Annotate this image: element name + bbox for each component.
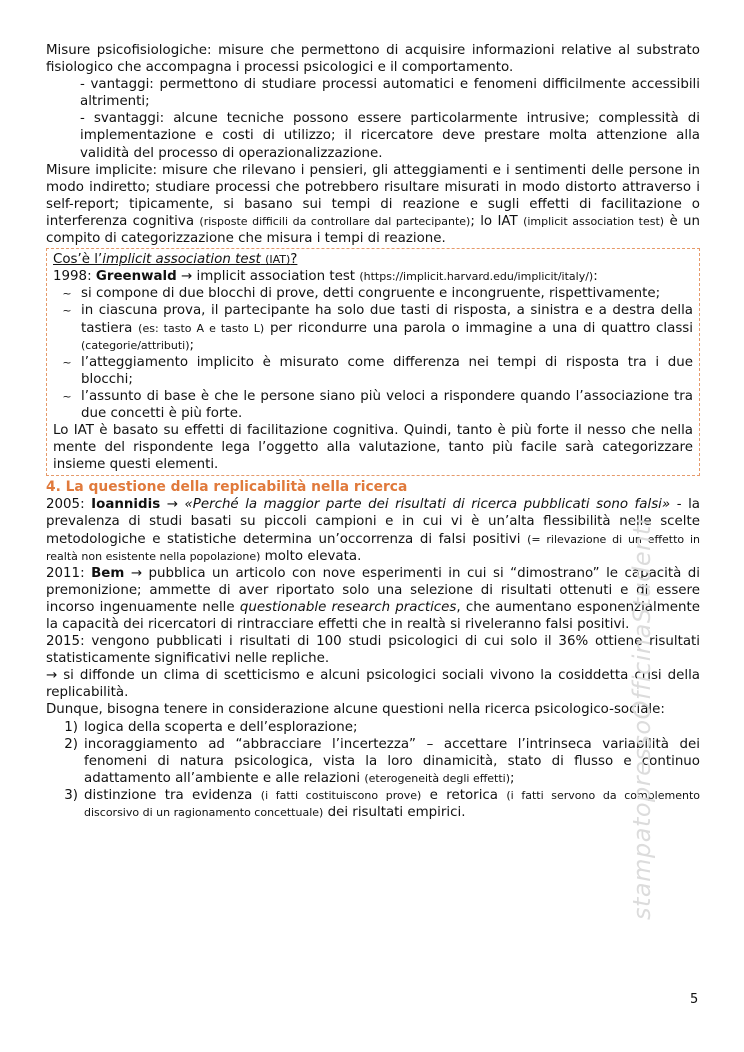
paragraph-svantaggi: - svantaggi: alcune tecniche possono essere particolarmente intrusive; complessità di implementazione e costi di utilizzo; il ricercatore deve prestare molta attenzione alla validità del processo di operazionalizzazione. — [80, 111, 700, 161]
bullet-note: (es: tasto A e tasto L) — [138, 321, 265, 335]
greenwald-line — [53, 268, 693, 285]
list-mid: e retorica — [429, 787, 498, 803]
arrow-icon: → — [130, 565, 143, 581]
year: 2011: — [46, 565, 85, 581]
paragraph-bem — [46, 565, 700, 633]
box-closing: Lo IAT è basato su effetti di facilitazione cognitiva. Quindi, tanto è più forte il nesso che nella mente del rispondente lega l’oggetto alla valutazione, tanto più facile sarà categorizzare insieme questi elementi. — [53, 423, 693, 473]
paragraph-vantaggi: - vantaggi: permettono di studiare processi automatici e fenomeni difficilmente accessibili altrimenti; — [80, 77, 700, 110]
line-end: : — [593, 269, 598, 285]
year: 1998: — [53, 269, 92, 285]
iat-url: (https://implicit.harvard.edu/implicit/italy/) — [359, 270, 594, 284]
list-text: logica della scoperta e dell’esplorazione; — [84, 719, 358, 735]
implicite-mid: ; lo IAT — [470, 213, 518, 229]
list-number: 1) — [64, 719, 78, 735]
list-text — [84, 787, 700, 821]
bullet-text: si compone di due blocchi di prove, detti congruente e incongruente, rispettivamente; — [81, 286, 661, 302]
year: 2005: — [46, 497, 85, 513]
watermark: stampatopressoOfficinaStudenti — [628, 518, 656, 920]
bullet-item — [53, 388, 693, 422]
paragraph-ioannidis — [46, 496, 700, 564]
implicite-note: (risposte difficili da controllare dal partecipante) — [199, 214, 471, 228]
arrow-icon: → — [181, 269, 193, 285]
list-item — [46, 719, 700, 736]
bullet-text: l’assunto di base è che le persone siano più veloci a rispondere quando l’associazione tra due concetti è più forte. — [81, 388, 693, 421]
paragraph-misure-implicite — [46, 162, 700, 247]
bem-text: pubblica un articolo con nove esperimenti in cui si “dimostrano” le capacità di premonizione; ammette di aver riportato solo una selezione di risultati ottenuti e di essere incorso ingenuamente nelle — [46, 565, 701, 615]
list-note2: (i fatti servono da complemento discorsivo di un ragionamento concettuale) — [84, 788, 700, 820]
author: Ioannidis — [91, 497, 161, 513]
tilde-bullet-icon: ~ — [62, 287, 72, 301]
list-pre: distinzione tra evidenza — [84, 787, 253, 803]
page-number: 5 — [690, 992, 699, 1007]
bullet-end: ; — [189, 337, 195, 353]
list-item — [46, 736, 700, 787]
box-title-italic: implicit association test — [102, 252, 261, 268]
bullet-item — [53, 285, 693, 302]
box-title-small: (IAT) — [265, 253, 291, 267]
ioannidis-text: - la prevalenza di studi basati su piccoli campioni e in cui vi è un’alta flessibilità nelle scelte metodologiche e statistiche determina un’occorrenza di falsi positivi — [46, 497, 700, 547]
list-end: ; — [510, 770, 515, 786]
bullet-text — [81, 302, 693, 353]
bem-italic: questionable research practices — [239, 599, 457, 615]
bullet-note2: (categorie/attributi) — [81, 338, 190, 352]
list-text-main: incoraggiamento ad “abbracciare l’incertezza” – accettare l’intrinseca variabilità dei fenomeni di natura psicologica, vista la loro dinamicità, stato di flusso e continuo adattamento all’ambiente e alle relazioni — [84, 736, 700, 786]
iat-box — [46, 248, 700, 476]
iat-text: implicit association test — [196, 269, 356, 285]
bullet-item — [53, 354, 693, 388]
box-title-end: ? — [290, 252, 298, 268]
list-end: dei risultati empirici. — [327, 805, 466, 821]
section-heading: 4. La questione della replicabilità nella ricerca — [46, 479, 408, 496]
paragraph-2015: 2015: vengono pubblicati i risultati di 100 studi psicologici di cui solo il 36% ottiene risultati statisticamente significativi nelle repliche. — [46, 634, 700, 667]
list-text — [84, 736, 700, 787]
implicite-text: Misure implicite: misure che rilevano i pensieri, gli atteggiamenti e i sentimenti delle persone in modo indiretto; studiare processi che potrebbero risultare misurati in modo distorto attraverso i self-report; tipicamente, si basano sui tempi di reazione e sugli effetti di facilitazione o interferenza cognitiva — [46, 162, 700, 229]
document-page — [46, 42, 700, 821]
paragraph-intro: Dunque, bisogna tenere in considerazione alcune questioni nella ricerca psicologico-sociale: — [46, 702, 665, 718]
author: Bem — [91, 565, 125, 581]
box-title — [53, 251, 693, 268]
bullet-item — [53, 302, 693, 353]
list-note: (eterogeneità degli effetti) — [364, 771, 511, 785]
quote: «Perché la maggior parte dei risultati di ricerca pubblicati sono falsi» — [184, 497, 671, 513]
tilde-bullet-icon: ~ — [62, 389, 72, 403]
ioannidis-note: (= rilevazione di un effetto in realtà non esistente nella popolazione) — [46, 532, 700, 563]
implicite-note2: (implicit association test) — [523, 214, 665, 228]
list-item — [46, 787, 700, 821]
tilde-bullet-icon: ~ — [62, 304, 72, 318]
arrow-icon: → — [166, 497, 178, 513]
ioannidis-end: molto elevata. — [264, 548, 362, 564]
author: Greenwald — [95, 269, 177, 285]
bullet-post: per ricondurre una parola o immagine a una di quattro classi — [269, 320, 694, 336]
box-title-pre: Cos’è l’ — [53, 252, 103, 268]
paragraph-psicofisiologiche: Misure psicofisiologiche: misure che permettono di acquisire informazioni relative al substrato fisiologico che accompagna i processi psicologici e il comportamento. — [46, 43, 700, 76]
list-number: 3) — [64, 787, 78, 803]
tilde-bullet-icon: ~ — [62, 355, 72, 369]
paragraph-crisis: → si diffonde un clima di scetticismo e alcuni psicologici sociali vivono la cosiddetta crisi della replicabilità. — [46, 668, 700, 701]
bem-end: , che aumentano esponenzialmente la capacità dei ricercatori di rintracciare effetti che in realtà si riveleranno falsi positivi. — [46, 599, 700, 632]
bullet-text: l’atteggiamento implicito è misurato come differenza nei tempi di risposta tra i due blocchi; — [81, 354, 693, 387]
implicite-end: è un compito di categorizzazione che misura i tempi di reazione. — [46, 213, 701, 247]
list-number: 2) — [64, 736, 78, 752]
bullet-pre: in ciascuna prova, il partecipante ha solo due tasti di risposta, a sinistra e a destra della tastiera — [81, 303, 693, 336]
list-note: (i fatti costituiscono prove) — [260, 788, 422, 802]
